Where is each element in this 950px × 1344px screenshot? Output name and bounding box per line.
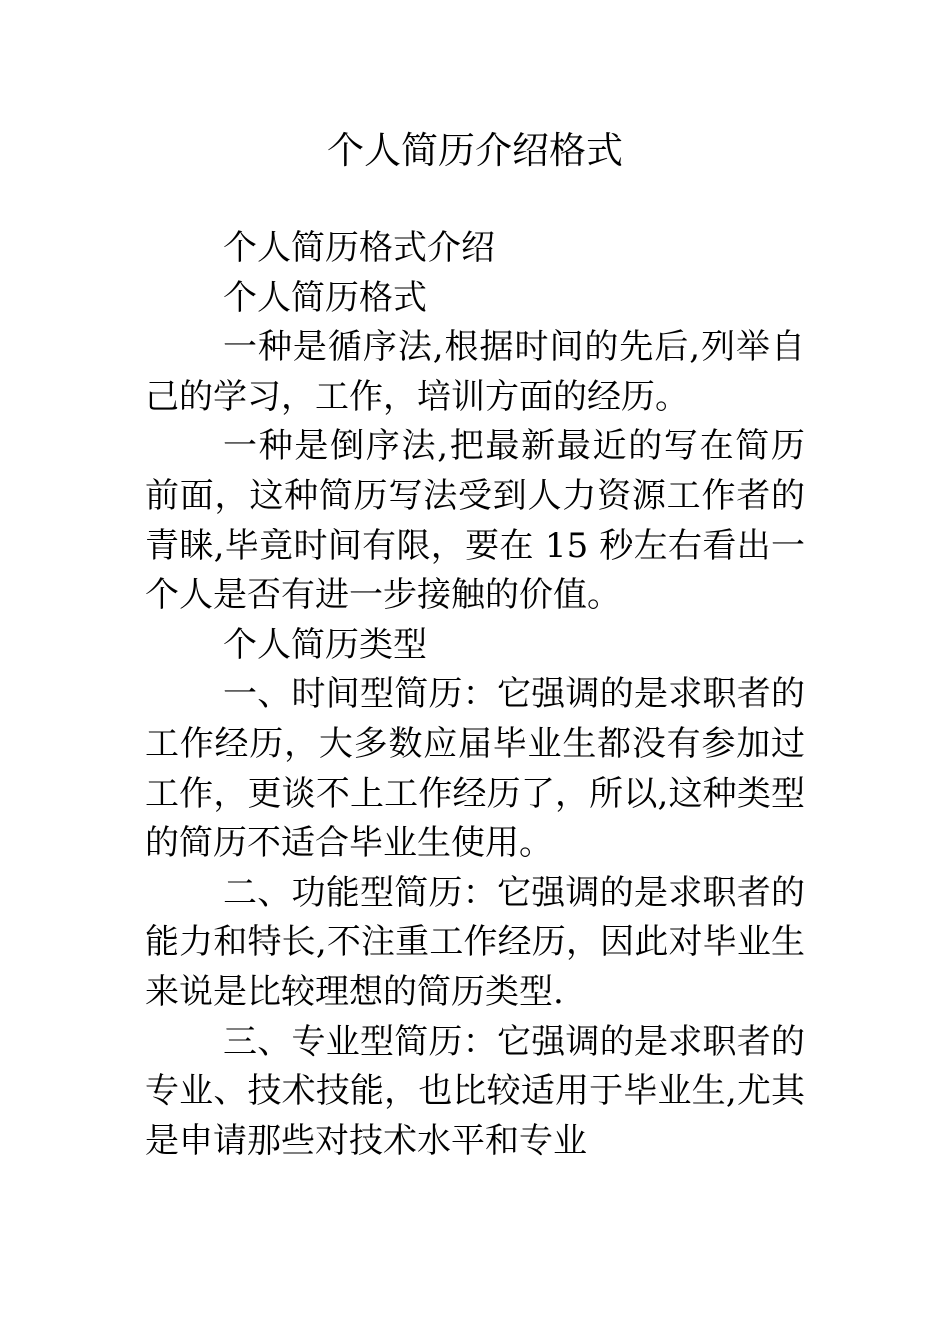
paragraph-reverse-chronological-method: 一种是倒序法,把最新最近的写在简历前面，这种简历写法受到人力资源工作者的青睐,毕竟时间有限，要在 15 秒左右看出一个人是否有进一步接触的价值。 xyxy=(145,426,805,616)
paragraph-time-based-resume: 一、时间型简历：它强调的是求职者的工作经历，大多数应届毕业生都没有参加过工作，更谈不上工作经历了，所以,这种类型的简历不适合毕业生使用。 xyxy=(145,674,805,864)
paragraph-professional-resume: 三、专业型简历：它强调的是求职者的专业、技术技能，也比较适用于毕业生,尤其是申请那些对技术水平和专业 xyxy=(145,1021,805,1161)
paragraph-resume-format-heading: 个人简历格式 xyxy=(223,277,427,318)
document-title: 个人简历介绍格式 xyxy=(327,129,623,172)
paragraph-resume-types-heading: 个人简历类型 xyxy=(223,624,427,665)
document-body xyxy=(145,224,805,1166)
paragraph-functional-resume: 二、功能型简历：它强调的是求职者的能力和特长,不注重工作经历，因此对毕业生来说是比较理想的简历类型. xyxy=(145,872,805,1012)
paragraph-chronological-method: 一种是循序法,根据时间的先后,列举自己的学习，工作，培训方面的经历。 xyxy=(145,327,805,417)
paragraph-resume-format-intro: 个人简历格式介绍 xyxy=(223,228,495,268)
